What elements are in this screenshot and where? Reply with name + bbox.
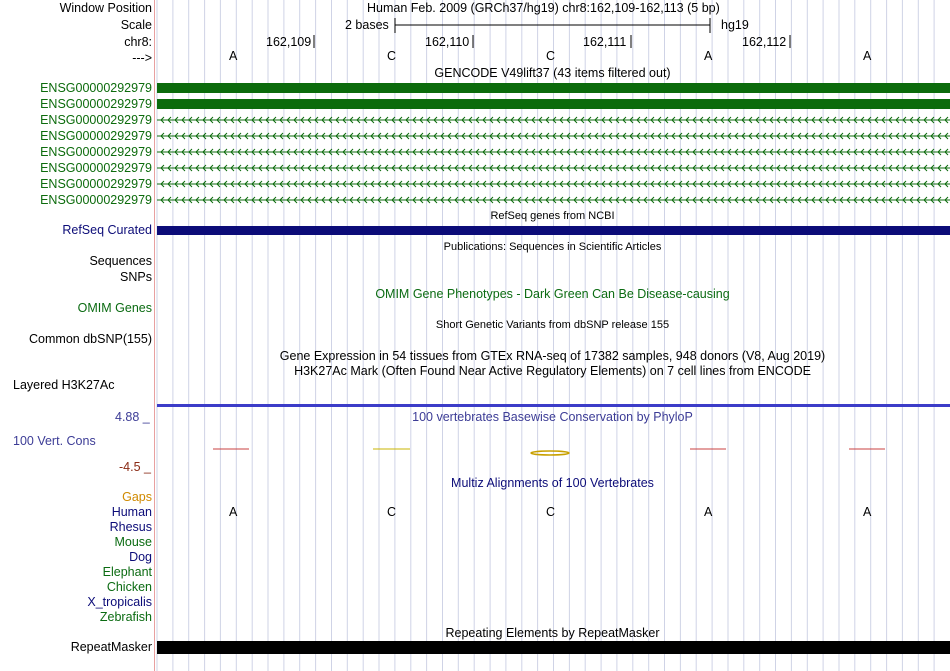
multiz-species-label[interactable]: X_tropicalis bbox=[87, 595, 152, 609]
scale-ruler bbox=[0, 0, 950, 50]
multiz-species-label[interactable]: Dog bbox=[129, 550, 152, 564]
gencode-item-label[interactable]: ENSG00000292979 bbox=[40, 177, 152, 191]
gencode-intron-line[interactable] bbox=[157, 114, 950, 126]
gencode-item-label[interactable]: ENSG00000292979 bbox=[40, 145, 152, 159]
repeatmasker-label[interactable]: RepeatMasker bbox=[70, 640, 152, 654]
gencode-intron-line[interactable] bbox=[157, 178, 950, 190]
tick-label: 162,111 bbox=[583, 35, 627, 49]
phylop-label[interactable]: 100 Vert. Cons bbox=[13, 434, 96, 448]
gencode-exon-bar[interactable] bbox=[157, 99, 950, 109]
multiz-species-label[interactable]: Zebrafish bbox=[99, 610, 152, 624]
base-letter: A bbox=[863, 49, 872, 63]
omim-label[interactable]: OMIM Genes bbox=[77, 301, 152, 315]
multiz-human-base: A bbox=[704, 505, 713, 519]
gencode-item-label[interactable]: ENSG00000292979 bbox=[40, 97, 152, 111]
sequences-label[interactable]: Sequences bbox=[89, 254, 152, 268]
multiz-species-label[interactable]: Gaps bbox=[122, 490, 152, 504]
gencode-item-label[interactable]: ENSG00000292979 bbox=[40, 113, 152, 127]
phylop-max-label: 4.88 _ bbox=[115, 410, 150, 424]
multiz-species-label[interactable]: Rhesus bbox=[109, 520, 152, 534]
strand-label: ---> bbox=[132, 51, 152, 65]
multiz-species-label[interactable]: Elephant bbox=[102, 565, 152, 579]
h3k27ac-track-title[interactable]: H3K27Ac Mark (Often Found Near Active Regulatory Elements) on 7 cell lines from ENCODE bbox=[294, 364, 811, 378]
h3k27ac-label[interactable]: Layered H3K27Ac bbox=[13, 378, 115, 392]
gencode-item-label[interactable]: ENSG00000292979 bbox=[40, 129, 152, 143]
omim-track-title[interactable]: OMIM Gene Phenotypes - Dark Green Can Be Disease-causing bbox=[375, 287, 730, 301]
multiz-species-label[interactable]: Mouse bbox=[114, 535, 152, 549]
multiz-track-title[interactable]: Multiz Alignments of 100 Vertebrates bbox=[451, 476, 654, 490]
gencode-intron-line[interactable] bbox=[157, 194, 950, 206]
scale-label: Scale bbox=[120, 18, 152, 32]
repeatmasker-track-title[interactable]: Repeating Elements by RepeatMasker bbox=[445, 626, 660, 640]
repeatmasker-bar[interactable] bbox=[157, 641, 950, 654]
multiz-species-label[interactable]: Chicken bbox=[106, 580, 152, 594]
tick-label: 162,109 bbox=[266, 35, 312, 49]
dbsnp-label[interactable]: Common dbSNP(155) bbox=[29, 332, 152, 346]
gencode-item-label[interactable]: ENSG00000292979 bbox=[40, 193, 152, 207]
chrom-label: chr8: bbox=[124, 35, 152, 49]
multiz-human-base: C bbox=[546, 505, 556, 519]
tick-label: 162,110 bbox=[425, 35, 470, 49]
gencode-intron-line[interactable] bbox=[157, 162, 950, 174]
gtex-track-title[interactable]: Gene Expression in 54 tissues from GTEx RNA-seq of 17382 samples, 948 donors (V8, Aug 2019) bbox=[279, 349, 826, 363]
gencode-track-title[interactable]: GENCODE V49lift37 (43 items filtered out) bbox=[434, 66, 671, 80]
dbsnp-track-title[interactable]: Short Genetic Variants from dbSNP release 155 bbox=[435, 319, 670, 331]
snps-label[interactable]: SNPs bbox=[120, 270, 152, 284]
refseq-track-title[interactable]: RefSeq genes from NCBI bbox=[490, 210, 615, 222]
refseq-gene-bar[interactable] bbox=[157, 226, 950, 235]
phylop-track-title[interactable]: 100 vertebrates Basewise Conservation by PhyloP bbox=[412, 410, 693, 424]
window-position-label: Window Position bbox=[59, 1, 152, 15]
gencode-intron-line[interactable] bbox=[157, 146, 950, 158]
gencode-item-label[interactable]: ENSG00000292979 bbox=[40, 81, 152, 95]
tick-label: 162,112 bbox=[742, 35, 787, 49]
phylop-min-label: -4.5 _ bbox=[119, 460, 151, 474]
multiz-human-base: C bbox=[387, 505, 397, 519]
phylop-wiggle bbox=[0, 440, 950, 460]
base-letter: A bbox=[704, 49, 713, 63]
gencode-item-label[interactable]: ENSG00000292979 bbox=[40, 161, 152, 175]
assembly-position: Human Feb. 2009 (GRCh37/hg19) chr8:162,109-162,113 (5 bp) bbox=[367, 1, 720, 15]
gencode-intron-line[interactable] bbox=[157, 130, 950, 142]
refseq-label[interactable]: RefSeq Curated bbox=[62, 223, 152, 237]
scale-text: 2 bases bbox=[345, 18, 389, 32]
base-letter: A bbox=[229, 49, 238, 63]
multiz-human-base: A bbox=[863, 505, 872, 519]
phylop-top-line bbox=[157, 404, 950, 407]
gencode-exon-bar[interactable] bbox=[157, 83, 950, 93]
base-letter: C bbox=[546, 49, 556, 63]
db-name: hg19 bbox=[721, 18, 749, 32]
publications-track-title[interactable]: Publications: Sequences in Scientific Articles bbox=[443, 241, 662, 253]
base-letter: C bbox=[387, 49, 397, 63]
multiz-human-base: A bbox=[229, 505, 238, 519]
multiz-species-label[interactable]: Human bbox=[111, 505, 152, 519]
